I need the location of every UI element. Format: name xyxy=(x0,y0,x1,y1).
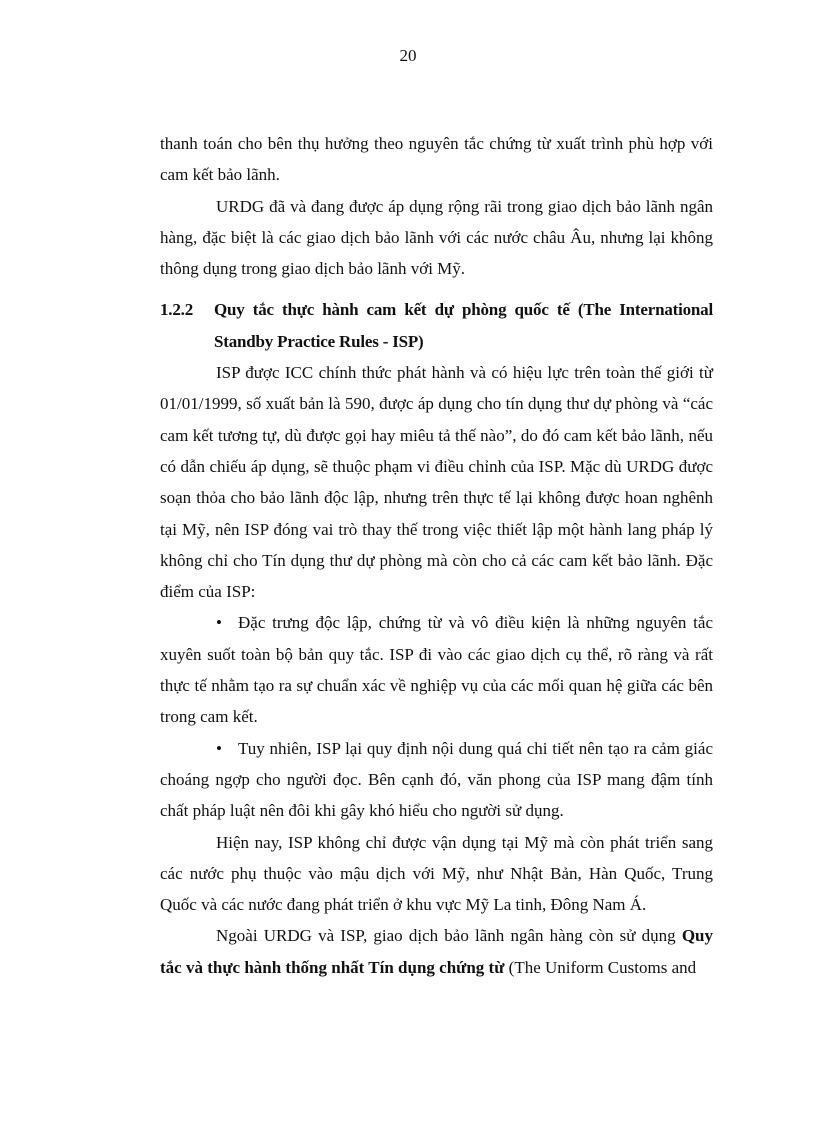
document-body xyxy=(160,128,713,983)
bullet-icon: • xyxy=(216,738,222,758)
paragraph-isp-spread: Hiện nay, ISP không chỉ được vận dụng tại Mỹ mà còn phát triển sang các nước phụ thuộc vào mậu dịch với Mỹ, như Nhật Bản, Hàn Quốc, Trung Quốc và các nước đang phát triển ở khu vực Mỹ La tinh, Đông Nam Á. xyxy=(160,832,713,915)
ucp-intro-text: Ngoài URDG và ISP, giao dịch bảo lãnh ngân hàng còn sử dụng xyxy=(216,926,682,946)
paragraph-urdg: URDG đã và đang được áp dụng rộng rãi trong giao dịch bảo lãnh ngân hàng, đặc biệt là các giao dịch bảo lãnh với các nước châu Âu, nhưng lại không thông dụng trong giao dịch bảo lãnh với Mỹ. xyxy=(160,196,713,279)
bullet-icon: • xyxy=(216,613,222,633)
bullet-text: Tuy nhiên, ISP lại quy định nội dung quá chi tiết nên tạo ra cảm giác choáng ngợp cho người đọc. Bên cạnh đó, văn phong của ISP mang đậm tính chất pháp luật nên đôi khi gây khó hiểu cho người sử dụng. xyxy=(160,738,713,821)
paragraph-ucp xyxy=(160,920,713,983)
paragraph-continued: thanh toán cho bên thụ hưởng theo nguyên tắc chứng từ xuất trình phù hợp với cam kết bảo lãnh. xyxy=(160,134,713,185)
paragraph-isp-intro: ISP được ICC chính thức phát hành và có hiệu lực trên toàn thế giới từ 01/01/1999, số xuất bản là 590, được áp dụng cho tín dụng thư dự phòng và “các cam kết tương tự, dù được gọi hay miêu tả thế nào”, do đó cam kết bảo lãnh, nếu có dẫn chiếu áp dụng, sẽ thuộc phạm vi điều chỉnh của ISP. Mặc dù URDG được soạn thỏa cho bảo lãnh độc lập, nhưng trên thực tế lại không được hoan nghênh tại Mỹ, nên ISP đóng vai trò thay thế trong việc thiết lập một hành lang pháp lý không chỉ cho Tín dụng thư dự phòng mà còn cho cả các cam kết bảo lãnh. Đặc điểm của ISP: xyxy=(160,363,713,602)
ucp-bold-term: Quy tắc và thực hành thống nhất Tín dụng chứng từ xyxy=(160,926,713,977)
bullet-text: Đặc trưng độc lập, chứng từ và vô điều kiện là những nguyên tắc xuyên suốt toàn bộ bản quy tắc. ISP đi vào các giao dịch cụ thể, rõ ràng và rất thực tế nhằm tạo ra sự chuẩn xác về nghiệp vụ của các mối quan hệ giữa các bên trong cam kết. xyxy=(160,613,713,727)
bullet-item xyxy=(160,607,713,732)
section-heading xyxy=(160,294,713,357)
section-title: Quy tắc thực hành cam kết dự phòng quốc tế (The International Standby Practice Rules - ISP) xyxy=(214,300,713,351)
ucp-tail-text: (The Uniform Customs and xyxy=(504,957,697,977)
section-number: 1.2.2 xyxy=(160,300,194,320)
page-number: 20 xyxy=(399,46,417,65)
bullet-item xyxy=(160,733,713,827)
